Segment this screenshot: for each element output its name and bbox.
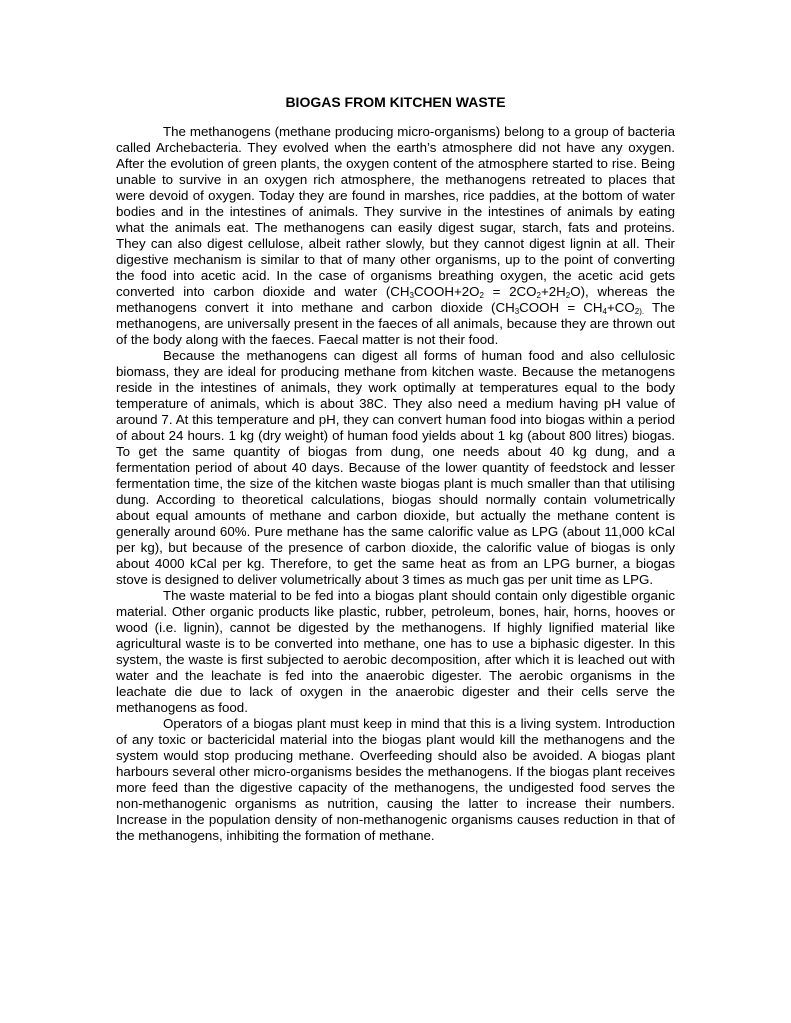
subscript: 2: [565, 291, 571, 300]
p1-text-a: The methanogens (methane producing micro-organisms) belong to a group of bacteria called Archebacteria. They evolved when the earth’s atmosphere did not have any oxygen. After the evolution of green plants, the oxygen content of the atmosphere started to rise. Being unable to survive in an oxygen rich atmosphere, the methanogens retreated to places that were devoid of oxygen. Today they are found in marshes, rice paddies, at the bottom of water bodies and in the intestines of animals. They survive in the intestines of animals by eating what the animals eat. The methanogens can easily digest sugar, starch, fats and proteins. They can also digest cellulose, albeit rather slowly, but they cannot digest lignin at all. Their digestive mechanism is similar to that of many other organisms, up to the point of converting the food into acetic acid. In the case of organisms breathing oxygen, the acetic acid gets converted into carbon dioxide and water (CH: [116, 124, 675, 299]
document-title: BIOGAS FROM KITCHEN WASTE: [285, 94, 506, 110]
document-body: [116, 124, 675, 844]
subscript: 4: [602, 307, 607, 316]
paragraph-4: Operators of a biogas plant must keep in mind that this is a living system. Introduction of any toxic or bactericidal material into the biogas plant would kill the methanogens and the system would stop producing methane. Overfeeding should also be avoided. A biogas plant harbours several other micro-organisms besides the methanogens. If the biogas plant receives more feed than the digestive capacity of the methanogens, the undigested food serves the non-methanogenic organisms as nutrition, causing the latter to increase their numbers. Increase in the population density of non-methanogenic organisms causes reduction in that of the methanogens, inhibiting the formation of methane.: [116, 716, 675, 843]
paragraph-2: Because the methanogens can digest all forms of human food and also cellulosic biomass, they are ideal for producing methane from kitchen waste. Because the metanogens reside in the intestines of animals, they work optimally at temperatures equal to the body temperature of animals, which is about 38C. They also need a medium having pH value of around 7. At this temperature and pH, they can convert human food into biogas within a period of about 24 hours. 1 kg (dry weight) of human food yields about 1 kg (about 800 litres) biogas. To get the same quantity of biogas from dung, one needs about 40 kg dung, and a fermentation period of about 40 days. Because of the lower quantity of feedstock and lesser fermentation time, the size of the kitchen waste biogas plant is much smaller than that utilising dung. According to theoretical calculations, biogas should normally contain volumetrically about equal amounts of methane and carbon dioxide, but actually the methane content is generally around 60%. Pure methane has the same calorific value as LPG (about 11,000 kCal per kg), but because of the presence of carbon dioxide, the calorific value of biogas is only about 4000 kCal per kg. Therefore, to get the same heat as from an LPG burner, a biogas stove is designed to deliver volumetrically about 3 times as much gas per unit time as LPG.: [116, 348, 675, 587]
p1-text-h: The methanogens, are universally present in the faeces of all animals, because they are thrown out of the body along with the faeces. Faecal matter is not their food.: [116, 300, 675, 347]
subscript: 3: [514, 307, 520, 316]
p1-text-g: +CO: [606, 300, 635, 315]
subscript: 2: [536, 291, 541, 300]
p1-text-c: = 2CO: [483, 284, 537, 299]
p1-text-f: COOH = CH: [519, 300, 603, 315]
subscript: 2).: [634, 307, 645, 316]
paragraph-1: [116, 124, 675, 348]
subscript: 2: [479, 291, 484, 300]
p1-text-b: COOH+2O: [413, 284, 480, 299]
paragraph-3: The waste material to be fed into a biogas plant should contain only digestible organic material. Other organic products like plastic, rubber, petroleum, bones, hair, horns, hooves or wood (i.e. lignin), cannot be digested by the methanogens. If highly lignified material like agricultural waste is to be converted into methane, one has to use a biphasic digester. In this system, the waste is first subjected to aerobic decomposition, after which it is leached out with water and the leachate is fed into the anaerobic digester. The aerobic organisms in the leachate die due to lack of oxygen in the anaerobic digester and their cells serve the methanogens as food.: [116, 588, 675, 715]
p1-text-d: +2H: [540, 284, 566, 299]
p1-text-e: O), whereas the methanogens convert it into methane and carbon dioxide (CH: [116, 284, 675, 315]
subscript: 3: [409, 291, 414, 300]
